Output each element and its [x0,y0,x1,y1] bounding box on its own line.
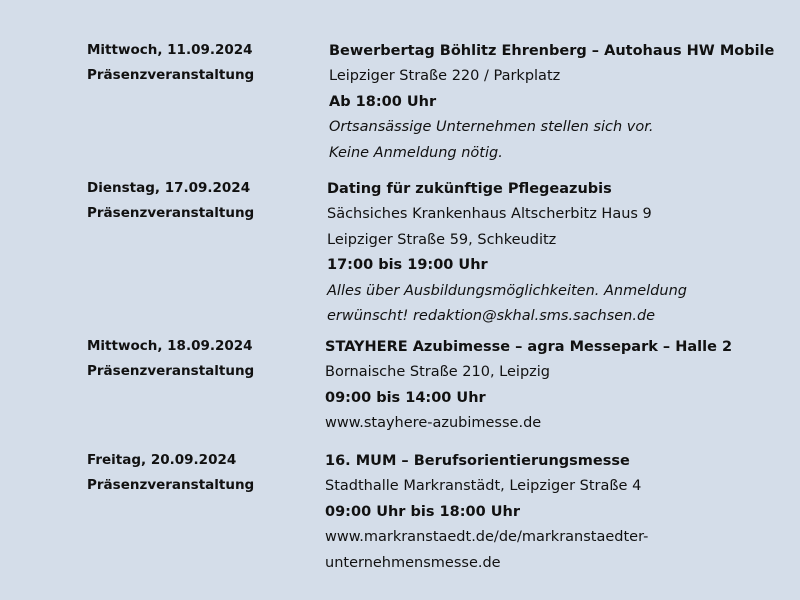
event-website-link[interactable]: www.stayhere-azubimesse.de [325,415,542,431]
event-address: Stadthalle Markranstädt, Leipziger Straße 4 [325,478,642,494]
event-title: 16. MUM – Berufsorientierungsmesse [325,453,630,469]
event-time: 17:00 bis 19:00 Uhr [327,257,488,273]
event-details [325,448,648,576]
event-date: Mittwoch, 18.09.2024 [87,338,253,354]
event-title: STAYHERE Azubimesse – agra Messepark – Halle 2 [325,339,733,355]
event-meta [87,448,254,498]
event-meta [87,334,254,384]
event-date: Freitag, 20.09.2024 [87,452,237,468]
event-note: Keine Anmeldung nötig. [329,144,503,161]
event-website-link[interactable]: www.markranstaedt.de/de/markranstaedter- [325,529,649,545]
event-address: Bornaische Straße 210, Leipzig [325,364,550,380]
event-address: Sächsiches Krankenhaus Altscherbitz Haus 9 [327,206,652,222]
event-details [325,334,732,437]
event-meta [87,176,254,226]
event-time: Ab 18:00 Uhr [329,93,437,110]
event-time: 09:00 bis 14:00 Uhr [325,389,486,406]
event-website-link[interactable]: unternehmensmesse.de [325,554,501,571]
event-address: Leipziger Straße 59, Schkeuditz [327,231,557,248]
event-type: Präsenzveranstaltung [87,67,255,83]
event-date: Mittwoch, 11.09.2024 [87,42,253,58]
event-date: Dienstag, 17.09.2024 [87,180,251,196]
event-title: Dating für zukünftige Pflegeazubis [327,181,612,197]
event-note: Alles über Ausbildungsmöglichkeiten. Anmeldung [327,282,687,299]
event-address: Leipziger Straße 220 / Parkplatz [329,68,561,84]
event-meta [87,38,254,88]
event-note: erwünscht! redaktion@skhal.sms.sachsen.de [327,308,656,324]
event-note: Ortsansässige Unternehmen stellen sich vor. [329,119,654,135]
event-details [329,38,774,166]
event-type: Präsenzveranstaltung [87,477,255,493]
event-time: 09:00 Uhr bis 18:00 Uhr [325,503,520,520]
event-type: Präsenzveranstaltung [87,363,255,379]
event-type: Präsenzveranstaltung [87,205,255,221]
event-title: Bewerbertag Böhlitz Ehrenberg – Autohaus HW Mobile [329,43,775,59]
event-details [327,176,687,330]
